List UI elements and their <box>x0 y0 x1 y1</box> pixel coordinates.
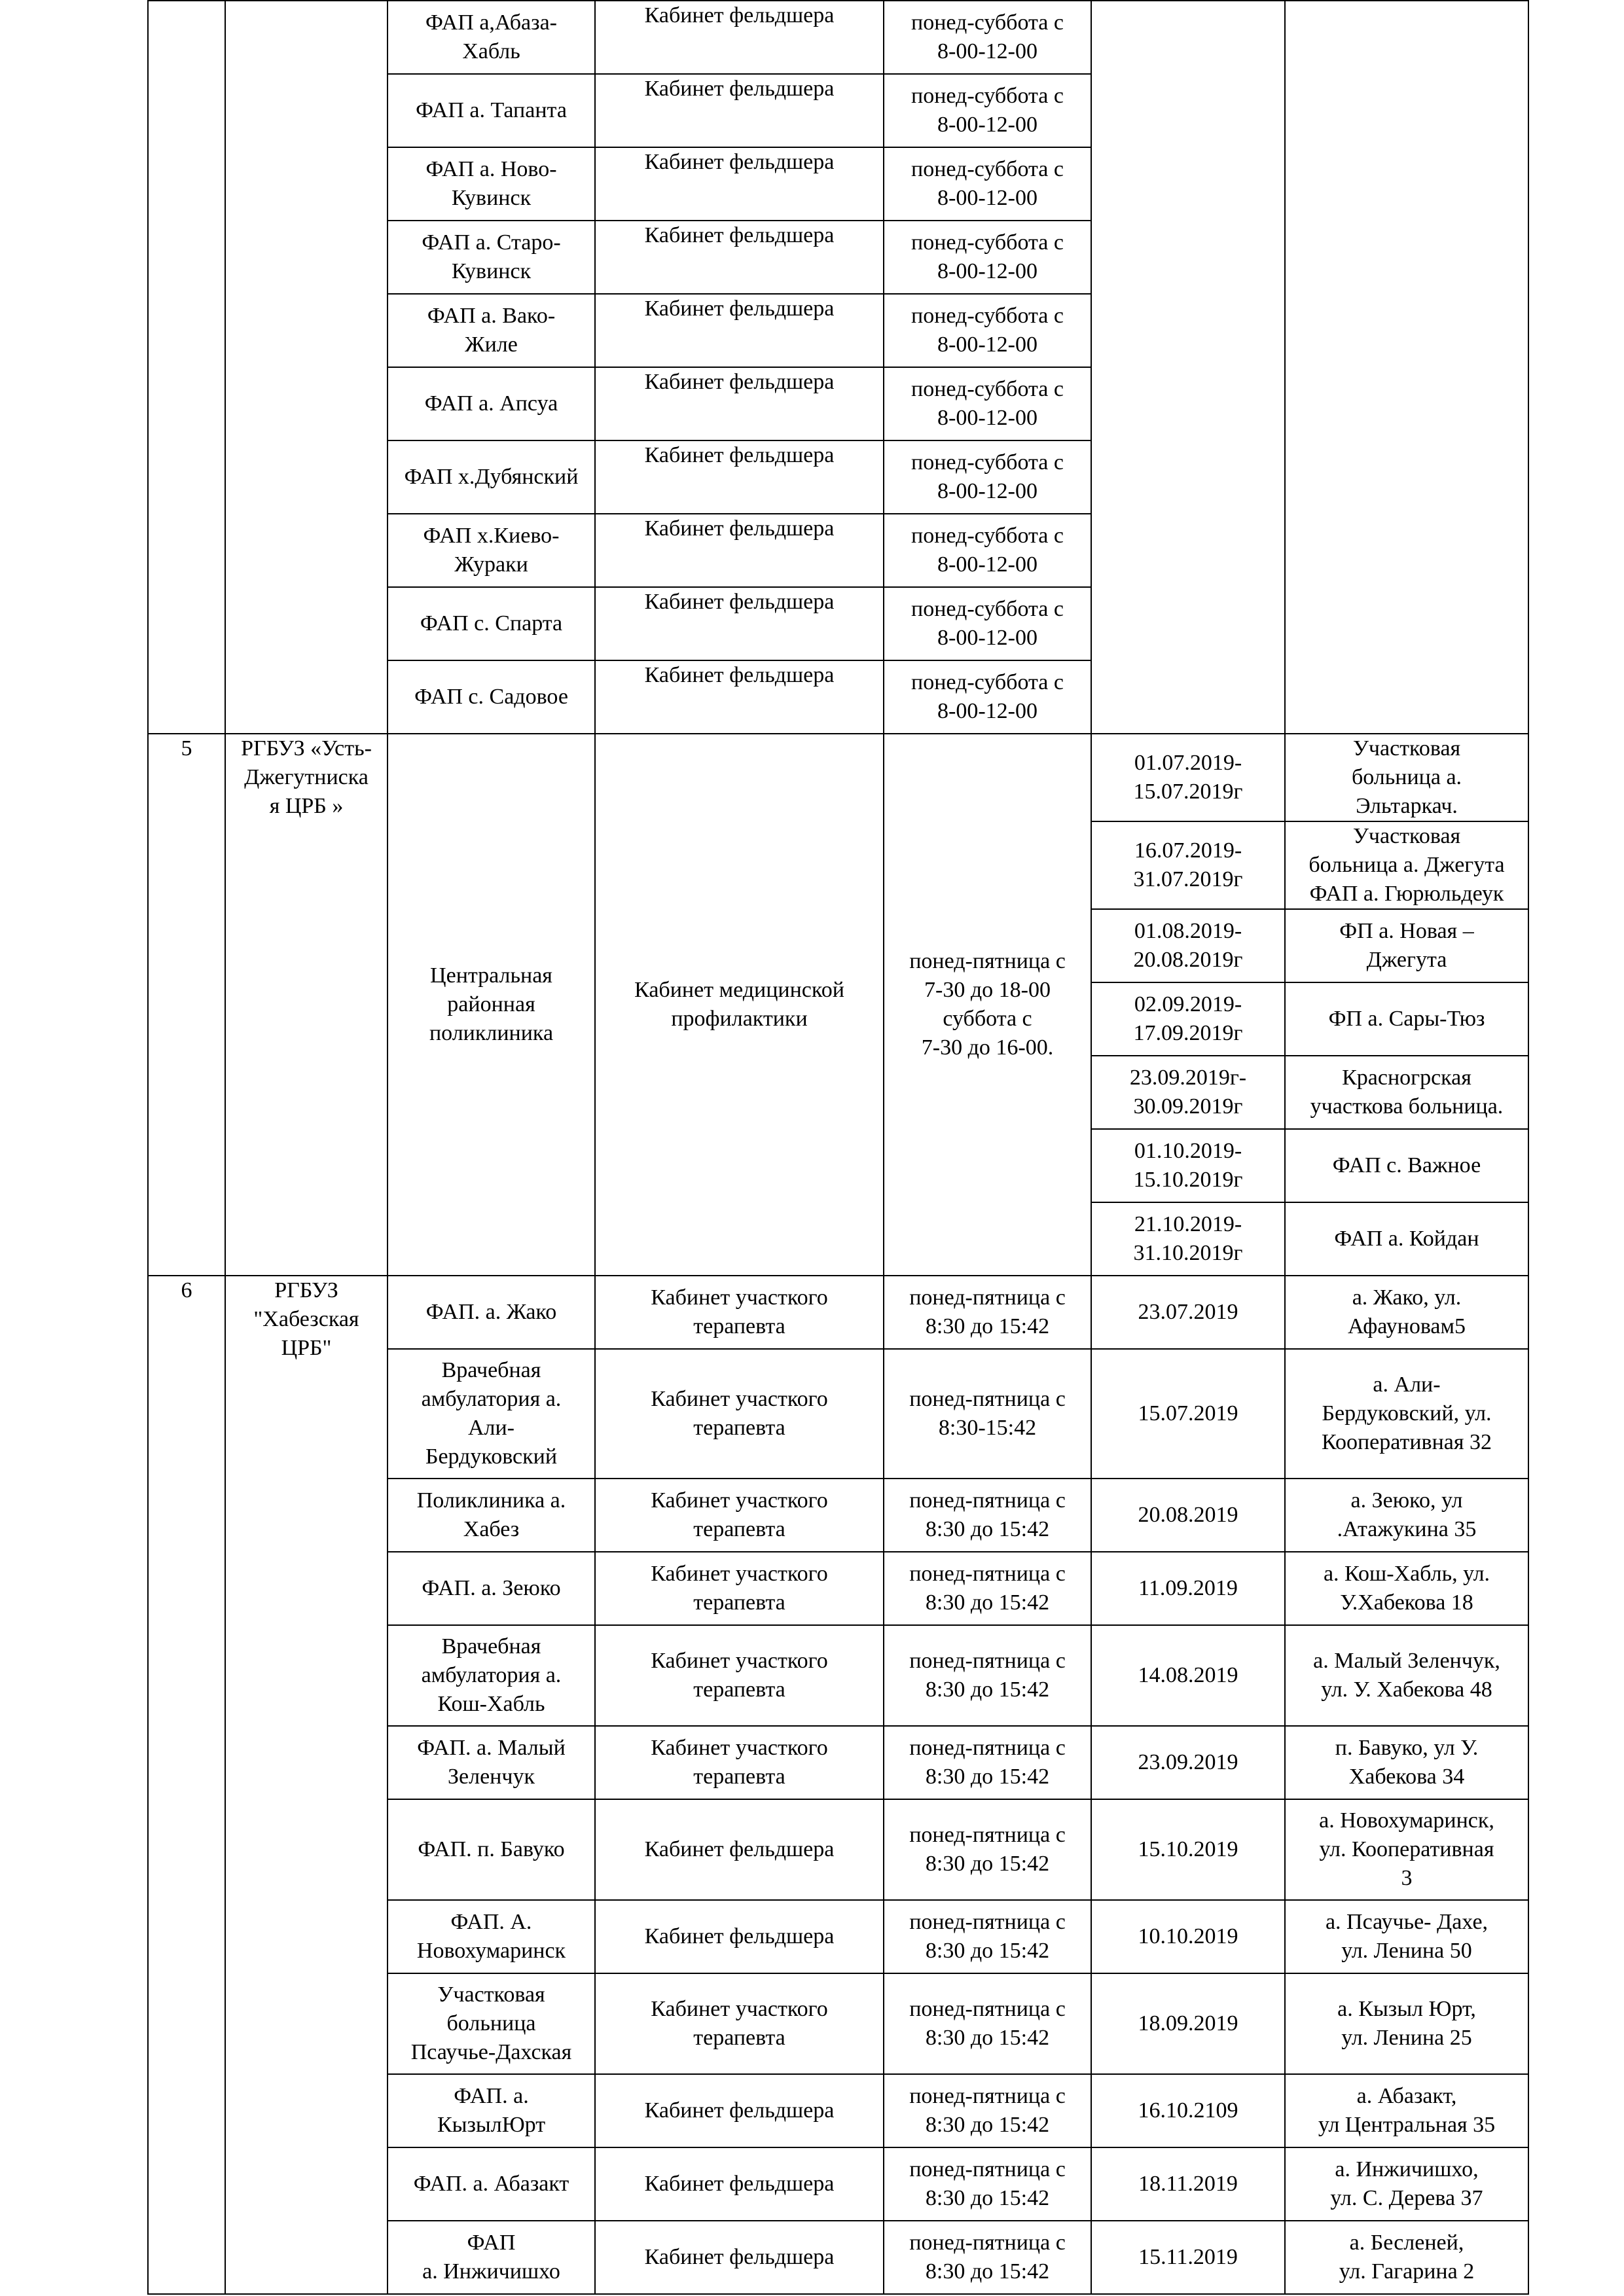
office-cell: Кабинет участкого терапевта <box>595 1479 884 1552</box>
office-cell: Кабинет фельдшера <box>595 514 884 587</box>
location-cell: а. Али- Бердуковский, ул. Кооперативная 32 <box>1285 1349 1528 1479</box>
table-row <box>148 1 1528 74</box>
hours-cell: понед-суббота с 8-00-12-00 <box>884 660 1091 734</box>
place-cell: Участковая больница Псаучье-Дахская <box>388 1973 595 2074</box>
place-cell: ФАП. а. КызылЮрт <box>388 2074 595 2147</box>
location-cell: а. Малый Зеленчук, ул. У. Хабекова 48 <box>1285 1625 1528 1726</box>
office-cell: Кабинет фельдшера <box>595 147 884 221</box>
date-cell: 02.09.2019- 17.09.2019г <box>1091 982 1285 1056</box>
hours-cell: понед-суббота с 8-00-12-00 <box>884 221 1091 294</box>
location-cell: Красногрская участкова больница. <box>1285 1056 1528 1129</box>
office-cell: Кабинет фельдшера <box>595 440 884 514</box>
row-number-cell: 6 <box>148 1276 225 2294</box>
organization-cell: РГБУЗ «Усть- Джегутниска я ЦРБ » <box>225 734 388 1276</box>
office-cell: Кабинет участкого терапевта <box>595 1726 884 1799</box>
place-cell: ФАП с. Спарта <box>388 587 595 660</box>
date-cell: 01.07.2019- 15.07.2019г <box>1091 734 1285 821</box>
office-cell: Кабинет фельдшера <box>595 2147 884 2221</box>
hours-cell: понед-пятница с 8:30 до 15:42 <box>884 2221 1091 2294</box>
hours-cell: понед-суббота с 8-00-12-00 <box>884 74 1091 147</box>
row-number-cell: 5 <box>148 734 225 1276</box>
date-cell: 23.07.2019 <box>1091 1276 1285 1349</box>
location-cell <box>1285 1 1528 734</box>
office-cell: Кабинет фельдшера <box>595 74 884 147</box>
date-cell: 20.08.2019 <box>1091 1479 1285 1552</box>
office-cell: Кабинет фельдшера <box>595 2074 884 2147</box>
location-cell: а. Бесленей, ул. Гагарина 2 <box>1285 2221 1528 2294</box>
date-cell: 23.09.2019 <box>1091 1726 1285 1799</box>
date-cell: 21.10.2019- 31.10.2019г <box>1091 1202 1285 1276</box>
location-cell: а. Новохумаринск, ул. Кооперативная 3 <box>1285 1799 1528 1900</box>
location-cell: Участковая больница а. Эльтаркач. <box>1285 734 1528 821</box>
date-cell: 15.10.2019 <box>1091 1799 1285 1900</box>
location-cell: ФП а. Сары-Тюз <box>1285 982 1528 1056</box>
hours-cell: понед-пятница с 8:30 до 15:42 <box>884 1625 1091 1726</box>
place-cell: ФАП х.Дубянский <box>388 440 595 514</box>
office-cell: Кабинет фельдшера <box>595 367 884 440</box>
office-cell: Кабинет фельдшера <box>595 221 884 294</box>
hours-cell: понед-суббота с 8-00-12-00 <box>884 1 1091 74</box>
table-row <box>148 1276 1528 1349</box>
date-cell: 01.10.2019- 15.10.2019г <box>1091 1129 1285 1202</box>
location-cell: а. Абазакт, ул Центральная 35 <box>1285 2074 1528 2147</box>
row-number-cell <box>148 1 225 734</box>
location-cell: а. Кызыл Юрт, ул. Ленина 25 <box>1285 1973 1528 2074</box>
date-cell: 15.11.2019 <box>1091 2221 1285 2294</box>
location-cell: а. Кош-Хабль, ул. У.Хабекова 18 <box>1285 1552 1528 1625</box>
hours-cell: понед-пятница с 8:30 до 15:42 <box>884 1726 1091 1799</box>
office-cell: Кабинет участкого терапевта <box>595 1276 884 1349</box>
date-cell: 16.07.2019- 31.07.2019г <box>1091 821 1285 909</box>
location-cell: а. Зеюко, ул .Атажукина 35 <box>1285 1479 1528 1552</box>
hours-cell: понед-пятница с 7-30 до 18-00 суббота с 7-30 до 16-00. <box>884 734 1091 1276</box>
office-cell: Кабинет участкого терапевта <box>595 1349 884 1479</box>
hours-cell: понед-суббота с 8-00-12-00 <box>884 587 1091 660</box>
hours-cell: понед-суббота с 8-00-12-00 <box>884 367 1091 440</box>
schedule-table <box>147 0 1529 2295</box>
organization-cell <box>225 1 388 734</box>
location-cell: ФАП с. Важное <box>1285 1129 1528 1202</box>
place-cell: ФАП а,Абаза- Хабль <box>388 1 595 74</box>
hours-cell: понед-пятница с 8:30-15:42 <box>884 1349 1091 1479</box>
place-cell: Врачебная амбулатория а. Кош-Хабль <box>388 1625 595 1726</box>
place-cell: ФАП с. Садовое <box>388 660 595 734</box>
place-cell: ФАП. а. Абазакт <box>388 2147 595 2221</box>
office-cell: Кабинет участкого терапевта <box>595 1625 884 1726</box>
office-cell: Кабинет участкого терапевта <box>595 1973 884 2074</box>
location-cell: Участковая больница а. Джегута ФАП а. Гюрюльдеук <box>1285 821 1528 909</box>
hours-cell: понед-пятница с 8:30 до 15:42 <box>884 1552 1091 1625</box>
date-cell: 01.08.2019- 20.08.2019г <box>1091 909 1285 982</box>
date-cell: 18.09.2019 <box>1091 1973 1285 2074</box>
hours-cell: понед-суббота с 8-00-12-00 <box>884 294 1091 367</box>
place-cell: ФАП. а. Малый Зеленчук <box>388 1726 595 1799</box>
office-cell: Кабинет фельдшера <box>595 1900 884 1973</box>
hours-cell: понед-пятница с 8:30 до 15:42 <box>884 2074 1091 2147</box>
location-cell: а. Жако, ул. Афауновам5 <box>1285 1276 1528 1349</box>
office-cell: Кабинет фельдшера <box>595 294 884 367</box>
organization-cell: РГБУЗ "Хабезская ЦРБ" <box>225 1276 388 2294</box>
hours-cell: понед-пятница с 8:30 до 15:42 <box>884 1276 1091 1349</box>
date-cell: 16.10.2109 <box>1091 2074 1285 2147</box>
date-cell: 15.07.2019 <box>1091 1349 1285 1479</box>
hours-cell: понед-суббота с 8-00-12-00 <box>884 514 1091 587</box>
date-cell: 14.08.2019 <box>1091 1625 1285 1726</box>
place-cell: ФАП а. Инжичишхо <box>388 2221 595 2294</box>
place-cell: Центральная районная поликлиника <box>388 734 595 1276</box>
date-cell: 10.10.2019 <box>1091 1900 1285 1973</box>
place-cell: ФАП а. Тапанта <box>388 74 595 147</box>
place-cell: Поликлиника а. Хабез <box>388 1479 595 1552</box>
office-cell: Кабинет участкого терапевта <box>595 1552 884 1625</box>
date-cell <box>1091 1 1285 734</box>
office-cell: Кабинет фельдшера <box>595 2221 884 2294</box>
location-cell: п. Бавуко, ул У. Хабекова 34 <box>1285 1726 1528 1799</box>
office-cell: Кабинет фельдшера <box>595 660 884 734</box>
date-cell: 23.09.2019г- 30.09.2019г <box>1091 1056 1285 1129</box>
place-cell: ФАП а. Вако- Жиле <box>388 294 595 367</box>
place-cell: ФАП х.Киево- Жураки <box>388 514 595 587</box>
place-cell: ФАП а. Апсуа <box>388 367 595 440</box>
hours-cell: понед-пятница с 8:30 до 15:42 <box>884 2147 1091 2221</box>
location-cell: ФП а. Новая – Джегута <box>1285 909 1528 982</box>
place-cell: ФАП. а. Жако <box>388 1276 595 1349</box>
office-cell: Кабинет фельдшера <box>595 1 884 74</box>
office-cell: Кабинет медицинской профилактики <box>595 734 884 1276</box>
office-cell: Кабинет фельдшера <box>595 1799 884 1900</box>
hours-cell: понед-пятница с 8:30 до 15:42 <box>884 1799 1091 1900</box>
date-cell: 18.11.2019 <box>1091 2147 1285 2221</box>
location-cell: а. Инжичишхо, ул. С. Дерева 37 <box>1285 2147 1528 2221</box>
place-cell: ФАП а. Ново- Кувинск <box>388 147 595 221</box>
place-cell: ФАП. А. Новохумаринск <box>388 1900 595 1973</box>
location-cell: ФАП а. Койдан <box>1285 1202 1528 1276</box>
place-cell: ФАП. а. Зеюко <box>388 1552 595 1625</box>
office-cell: Кабинет фельдшера <box>595 587 884 660</box>
place-cell: Врачебная амбулатория а. Али- Бердуковский <box>388 1349 595 1479</box>
hours-cell: понед-суббота с 8-00-12-00 <box>884 147 1091 221</box>
date-cell: 11.09.2019 <box>1091 1552 1285 1625</box>
hours-cell: понед-пятница с 8:30 до 15:42 <box>884 1900 1091 1973</box>
location-cell: а. Псаучье- Дахе, ул. Ленина 50 <box>1285 1900 1528 1973</box>
place-cell: ФАП а. Старо- Кувинск <box>388 221 595 294</box>
hours-cell: понед-пятница с 8:30 до 15:42 <box>884 1479 1091 1552</box>
hours-cell: понед-суббота с 8-00-12-00 <box>884 440 1091 514</box>
place-cell: ФАП. п. Бавуко <box>388 1799 595 1900</box>
hours-cell: понед-пятница с 8:30 до 15:42 <box>884 1973 1091 2074</box>
table-row <box>148 734 1528 821</box>
